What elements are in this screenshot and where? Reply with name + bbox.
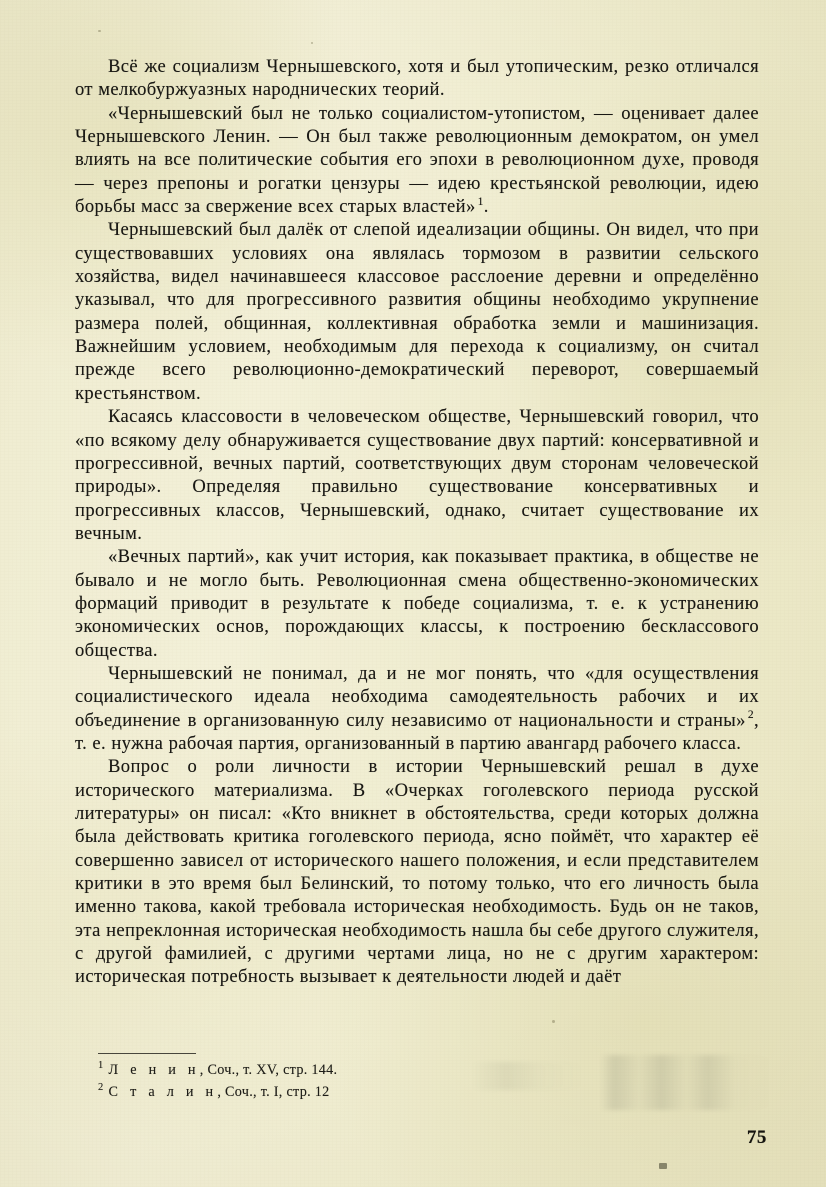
footnote-separator-rule	[98, 1053, 196, 1054]
paragraph-7: Вопрос о роли личности в истории Чернышевский решал в духе исторического материализма. В «Очерках гоголевского периода русской литературы» он писал: «Кто вникнет в обстоятельства, среди которых должна была действовать критика гоголевского периода, ясно поймёт, что характер её совершенно зависел от исторического нашего положения, и если представителем критики в это время был Белинский, то потому только, что его личность была именно такова, какой требовала историческая необходимость. Будь он не таков, эта непреклонная историческая необходимость нашла бы себе другого служителя, с другой фамилией, с другими чертами лица, но не с другим характером: историческая потребность вызывает к деятельности людей и даёт	[75, 756, 759, 988]
footnote-2	[98, 1083, 758, 1103]
footnote-section	[98, 1053, 758, 1104]
paragraph-6-tail: , т. е. нужна рабочая партия, организованный в партию авангард рабочего класса.	[75, 709, 759, 754]
paragraph-2-tail: .	[483, 196, 489, 218]
footnote-2-reference: , Соч., т. I, стр. 12	[217, 1083, 330, 1100]
paragraph-6	[75, 662, 759, 755]
paper-speck	[659, 1163, 667, 1169]
footnote-1-author: Л е н и н	[108, 1062, 200, 1078]
footnote-2-marker: 2	[98, 1081, 104, 1093]
footnote-1-reference: , Соч., т. XV, стр. 144.	[199, 1062, 338, 1078]
paragraph-6-text: Чернышевский не понимал, да и не мог понять, что «для осуществления социалистического идеала необходима самодеятельность рабочих и их объединение в организованную силу независимо от национальности и страны»	[75, 662, 759, 731]
paragraph-2-text: «Чернышевский был не только социалистом-утопистом, — оценивает далее Чернышевского Ленин. — Он был также революционным демократом, он умел влиять на все политические события его эпохи в революционном духе, проводя — через препоны и рогатки цензуры — идею крестьянской революции, идею борьбы масс за свержение всех старых властей»	[75, 102, 759, 218]
page-text-block	[75, 55, 759, 989]
footnote-2-author: С т а л и н	[108, 1083, 218, 1100]
paragraph-5: «Вечных партий», как учит история, как показывает практика, в обществе не бывало и не могло быть. Революционная смена общественно-экономических формаций приводит в результате к победе социализма, т. е. к устранению экономических основ, порождающих классы, к построению бесклассового общества.	[75, 546, 759, 661]
page-number: 75	[746, 1127, 767, 1148]
paper-speck	[98, 30, 101, 32]
footnote-1-marker: 1	[98, 1060, 104, 1072]
footnote-1	[98, 1061, 758, 1081]
paper-speck	[552, 1020, 555, 1023]
paper-speck	[311, 42, 313, 44]
footnote-ref-1[interactable]: 1	[477, 195, 484, 208]
footnote-ref-2[interactable]: 2	[747, 709, 754, 722]
paragraph-2	[75, 102, 759, 219]
paragraph-4: Касаясь классовости в человеческом обществе, Чернышевский говорил, что «по всякому делу обнаруживается существование двух партий: консервативной и прогрессивной, вечных партий, соответствующих двум сторонам человеческой природы». Определяя правильно существование консервативных и прогрессивных классов, Чернышевский, однако, считает существование их вечным.	[75, 406, 759, 544]
paragraph-1: Всё же социализм Чернышевского, хотя и был утопическим, резко отличался от мелкобуржуазных народнических теорий.	[75, 56, 759, 101]
paragraph-3: Чернышевский был далёк от слепой идеализации общины. Он видел, что при существовавших условиях она являлась тормозом в развитии сельского хозяйства, видел начинавшееся классовое расслоение деревни и определённо указывал, что для прогрессивного развития общины необходимо укрупнение размера полей, общинная, коллективная обработка земли и машинизация. Важнейшим условием, необходимым для перехода к социализму, он считал прежде всего революционно-демократический переворот, совершаемый крестьянством.	[75, 219, 759, 404]
